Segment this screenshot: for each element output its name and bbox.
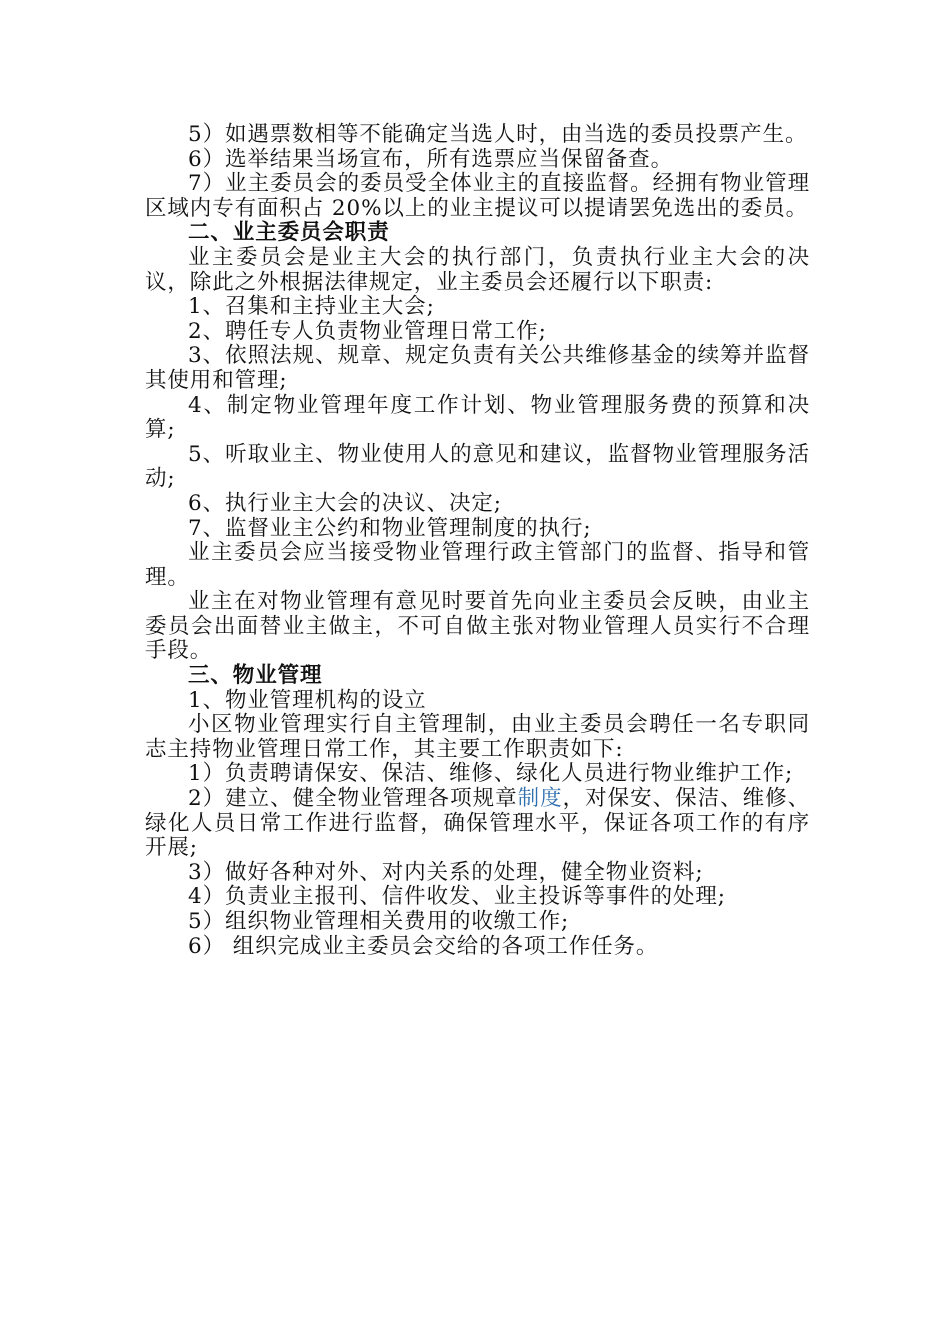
section-heading: 三、物业管理	[188, 663, 323, 689]
list-item: 1）负责聘请保安、保洁、维修、绿化人员进行物业维护工作;	[188, 761, 794, 787]
list-item: 6） 组织完成业主委员会交给的各项工作任务。	[188, 933, 659, 959]
list-item: 4、制定物业管理年度工作计划、物业管理服务费的预算和决算;	[145, 392, 810, 443]
list-item: 3、依照法规、规章、规定负责有关公共维修基金的续筹并监督其使用和管理;	[145, 343, 810, 393]
subheading: 1、物业管理机构的设立	[188, 687, 427, 713]
item-text: ，对保安、保洁、维修、绿化人员日常工作进行监督，确保管理水平，保证各项工作的有序开展;	[145, 786, 810, 861]
paragraph: 5）如遇票数相等不能确定当选人时，由当选的委员投票产生。	[188, 122, 808, 147]
paragraph: 6）选举结果当场宣布，所有选票应当保留备查。	[188, 146, 673, 172]
list-item: 5）组织物业管理相关费用的收缴工作;	[188, 909, 570, 934]
section-heading: 二、业主委员会职责	[188, 220, 390, 246]
paragraph: 业主委员会是业主大会的执行部门，负责执行业主大会的决议，除此之外根据法律规定，业主委员会还履行以下职责:	[145, 244, 810, 295]
paragraph: 7）业主委员会的委员受全体业主的直接监督。经拥有物业管理区域内专有面积占 20%以上的业主提议可以提请罢免选出的委员。	[145, 171, 810, 221]
list-item: 6、执行业主大会的决议、决定;	[188, 490, 502, 516]
item-text: 2）建立、健全物业管理各项规章	[188, 786, 518, 812]
list-item: 5、听取业主、物业使用人的意见和建议，监督物业管理服务活动;	[145, 441, 810, 492]
list-item: 7、监督业主公约和物业管理制度的执行;	[188, 515, 592, 541]
list-item: 1、召集和主持业主大会;	[188, 294, 435, 320]
document-page	[145, 123, 810, 959]
paragraph: 小区物业管理实行自主管理制，由业主委员会聘任一名专职同志主持物业管理日常工作，其主要工作职责如下:	[145, 712, 810, 762]
paragraph: 业主委员会应当接受物业管理行政主管部门的监督、指导和管理。	[145, 540, 810, 590]
list-item: 4）负责业主报刊、信件收发、业主投诉等事件的处理;	[188, 884, 726, 910]
paragraph: 业主在对物业管理有意见时要首先向业主委员会反映，由业主委员会出面替业主做主，不可自做主张对物业管理人员实行不合理手段。	[145, 589, 810, 664]
list-item: 3）做好各种对外、对内关系的处理，健全物业资料;	[188, 859, 704, 885]
list-item: 2、聘任专人负责物业管理日常工作;	[188, 318, 547, 344]
list-item	[145, 787, 810, 861]
system-link[interactable]: 制度	[517, 786, 563, 812]
